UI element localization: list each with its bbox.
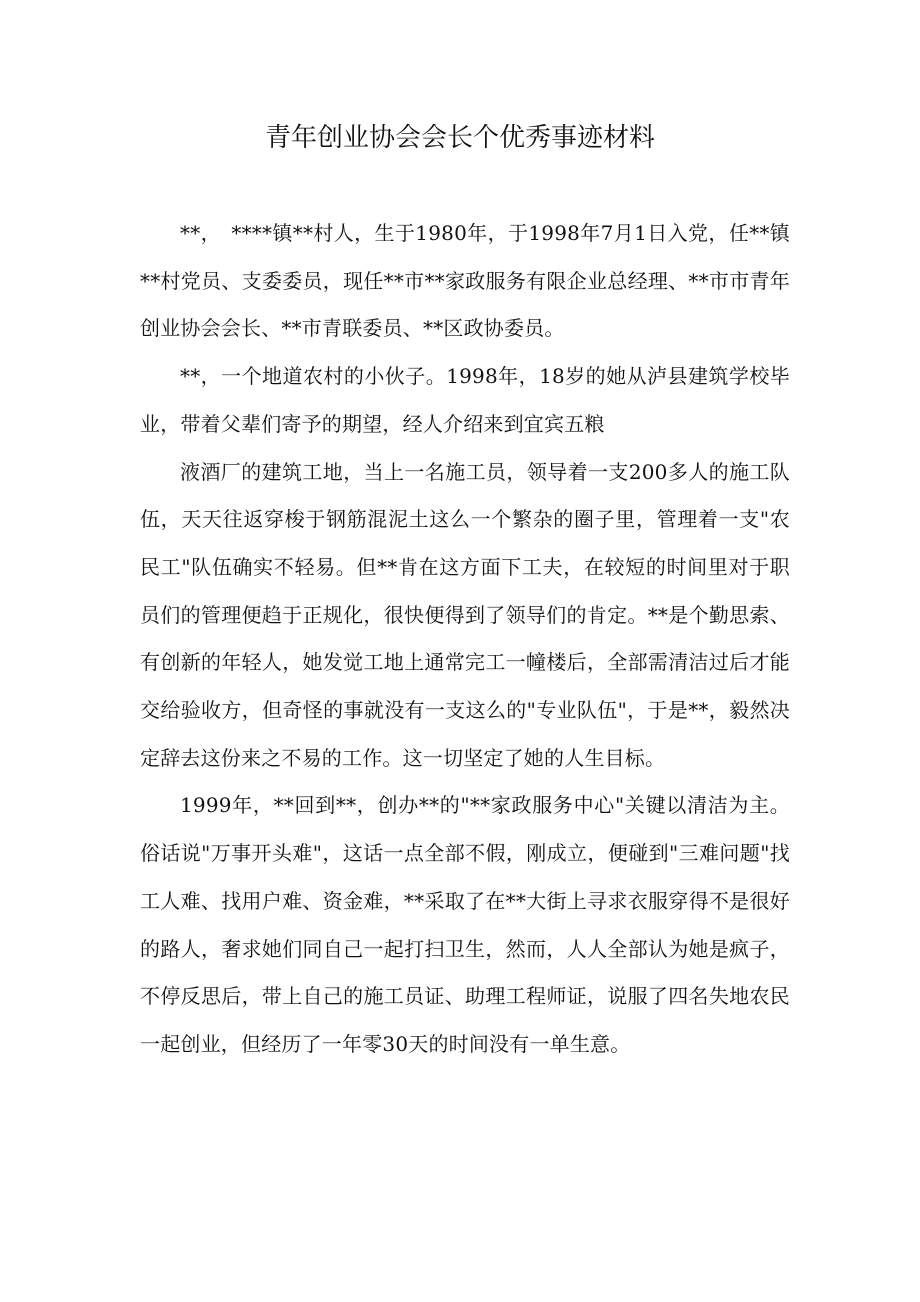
paragraph-founding: 1999年，**回到**，创办**的"**家政服务中心"关键以清洁为主。俗话说"万事开头难"，这话一点全部不假，刚成立，便碰到"三难问题"找工人难、找用户难、资金难，**采取了在**大街上寻求衣服穿得不是很好的路人，奢求她们同自己一起打扫卫生，然而，人人全部认为她是疯子，不停反思后，带上自己的施工员证、助理工程师证，说服了四名失地农民一起创业，但经历了一年零30天的时间没有一单生意。: [140, 793, 790, 1056]
paragraph-worksite: 液酒厂的建筑工地，当上一名施工员，领导着一支200多人的施工队伍，天天往返穿梭于钢筋混泥土这么一个繁杂的圈子里，管理着一支"农民工"队伍确实不轻易。但**肯在这方面下工夫，在较短的时间里对于职员们的管理便趋于正规化，很快便得到了领导们的肯定。**是个勤思索、有创新的年轻人，她发觉工地上通常完工一幢楼后，全部需清洁过后才能交给验收方，但奇怪的事就没有一支这么的"专业队伍"，于是**，毅然决定辞去这份来之不易的工作。这一切坚定了她的人生目标。: [140, 459, 790, 770]
paragraph-intro: **， ****镇**村人，生于1980年，于1998年7月1日入党，任**镇**村党员、支委委员，现任**市**家政服务有限企业总经理、**市市青年创业协会会长、**市青联委员、**区政协委员。: [140, 221, 790, 341]
document-title: 青年创业协会会长个优秀事迹材料: [264, 123, 655, 153]
paragraph-background: **，一个地道农村的小伙子。1998年，18岁的她从泸县建筑学校毕业，带着父辈们寄予的期望，经人介绍来到宜宾五粮: [140, 364, 790, 436]
document-body: [140, 210, 790, 1069]
